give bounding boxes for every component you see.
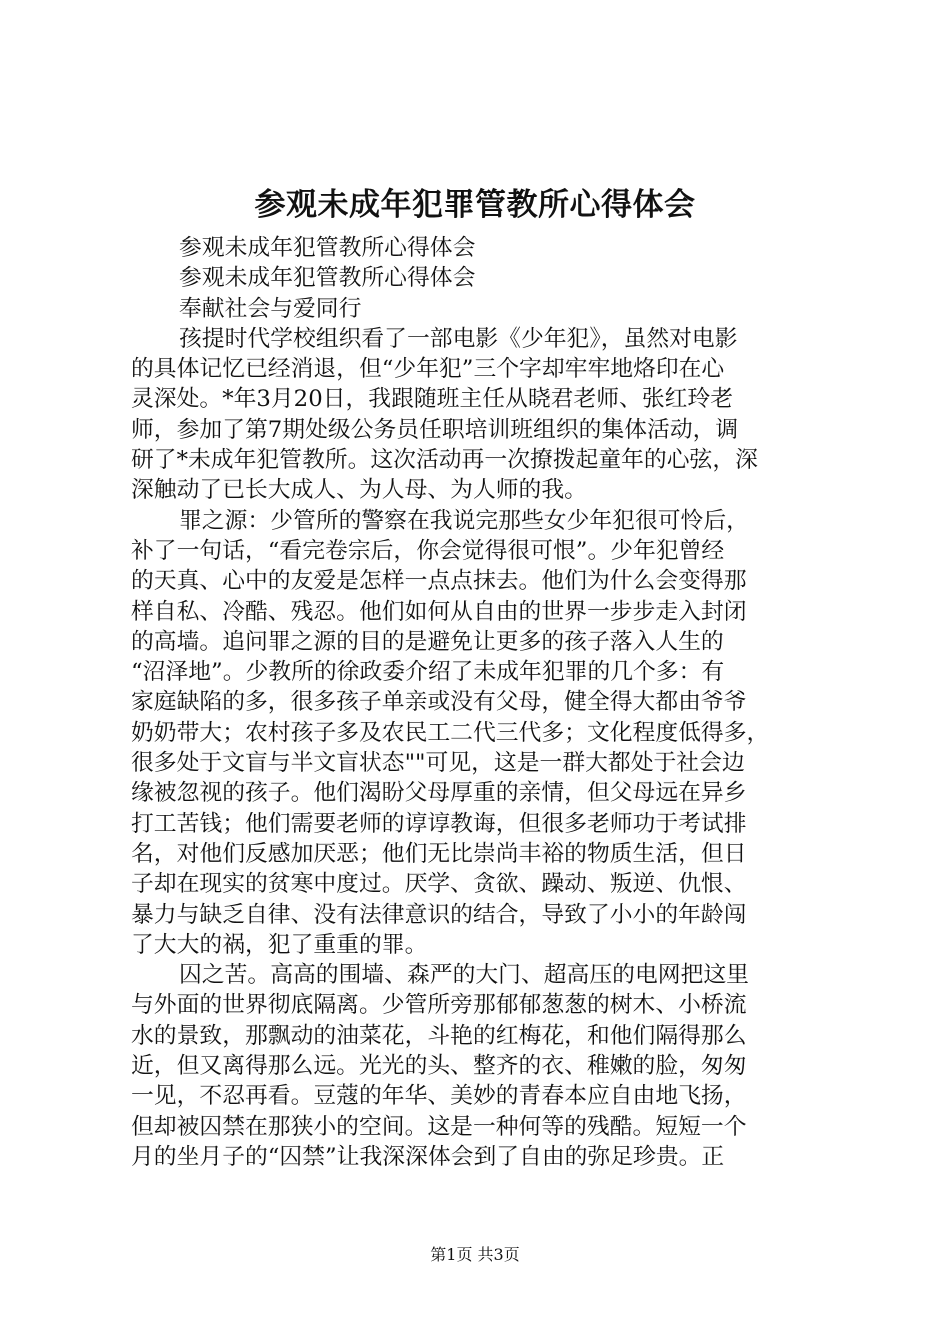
text-line: 月的坐月子的“囚禁”让我深深体会到了自由的弥足珍贵。正 bbox=[131, 1143, 725, 1170]
text-line: 一见，不忍再看。豆蔻的年华、美妙的青春本应自由地飞扬， bbox=[131, 1083, 747, 1110]
text-line: 师，参加了第7期处级公务员任职培训班组织的集体活动，调 bbox=[131, 416, 739, 443]
text-line: 但却被囚禁在那狭小的空间。这是一种何等的残酷。短短一个 bbox=[131, 1113, 747, 1140]
text-line: 囚之苦。高高的围墙、森严的大门、超高压的电网把这里 bbox=[179, 962, 749, 989]
text-line: 很多处于文盲与半文盲状态""可见，这是一群大都处于社会边 bbox=[131, 750, 745, 777]
text-line: 子却在现实的贫寒中度过。厌学、贪欲、躁动、叛逆、仇恨、 bbox=[131, 871, 747, 898]
text-line: 研了*未成年犯管教所。这次活动再一次撩拨起童年的心弦，深 bbox=[131, 447, 758, 474]
text-line: 暴力与缺乏自律、没有法律意识的结合，导致了小小的年龄闯 bbox=[131, 901, 747, 928]
text-line: 奶奶带大；农村孩子多及农民工二代三代多；文化程度低得多， bbox=[131, 719, 770, 746]
text-line: 灵深处。*年3月20日，我跟随班主任从晓君老师、张红玲老 bbox=[131, 386, 734, 413]
text-line: 的高墙。追问罪之源的目的是避免让更多的孩子落入人生的 bbox=[131, 628, 724, 655]
text-line: 家庭缺陷的多，很多孩子单亲或没有父母，健全得大都由爷爷 bbox=[131, 689, 747, 716]
text-line: 样自私、冷酷、残忍。他们如何从自由的世界一步步走入封闭 bbox=[131, 598, 747, 625]
text-line: 的天真、心中的友爱是怎样一点点抹去。他们为什么会变得那 bbox=[131, 568, 747, 595]
text-line: 参观未成年犯管教所心得体会 bbox=[179, 265, 476, 292]
document-body bbox=[131, 233, 829, 1172]
text-line: 与外面的世界彻底隔离。少管所旁那郁郁葱葱的树木、小桥流 bbox=[131, 992, 747, 1019]
text-line: 缘被忽视的孩子。他们渴盼父母厚重的亲情，但父母远在异乡 bbox=[131, 780, 747, 807]
text-line: 的具体记忆已经消退，但“少年犯”三个字却牢牢地烙印在心 bbox=[131, 356, 725, 383]
text-line: 名，对他们反感加厌恶；他们无比崇尚丰裕的物质生活，但日 bbox=[131, 840, 747, 867]
text-line: 罪之源：少管所的警察在我说完那些女少年犯很可怜后， bbox=[179, 507, 749, 534]
document-title: 参观未成年犯罪管教所心得体会 bbox=[254, 187, 696, 223]
text-line: 打工苦钱；他们需要老师的谆谆教诲，但很多老师功于考试排 bbox=[131, 810, 747, 837]
page-number-footer: 第1页 共3页 bbox=[430, 1245, 520, 1264]
text-line: 水的景致，那飘动的油菜花，斗艳的红梅花，和他们隔得那么 bbox=[131, 1022, 747, 1049]
text-line: 孩提时代学校组织看了一部电影《少年犯》，虽然对电影 bbox=[179, 325, 738, 352]
text-line: 参观未成年犯管教所心得体会 bbox=[179, 235, 476, 261]
text-line: 了大大的祸，犯了重重的罪。 bbox=[131, 931, 428, 958]
text-line: 奉献社会与爱同行 bbox=[179, 295, 362, 322]
text-line: 补了一句话，“看完卷宗后，你会觉得很可恨”。少年犯曾经 bbox=[131, 537, 725, 564]
text-line: 近，但又离得那么远。光光的头、整齐的衣、稚嫩的脸，匆匆 bbox=[131, 1053, 747, 1080]
text-line: 深触动了已长大成人、为人母、为人师的我。 bbox=[131, 477, 587, 504]
text-line: “沼泽地”。少教所的徐政委介绍了未成年犯罪的几个多：有 bbox=[131, 659, 725, 686]
